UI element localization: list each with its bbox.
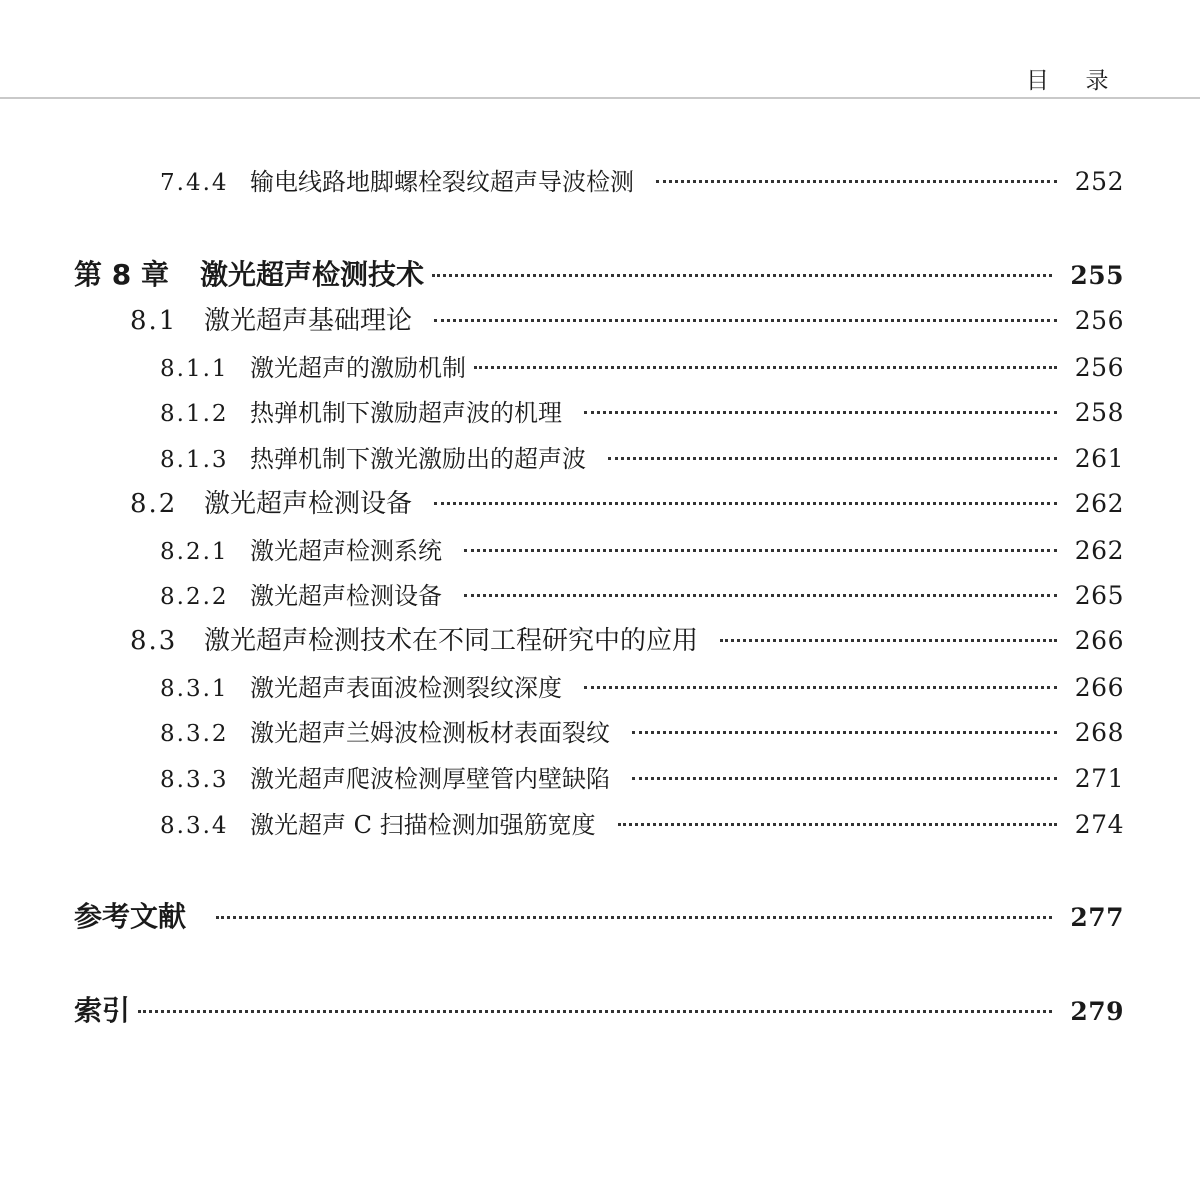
toc-entry-page: 262 [1074,536,1124,565]
dot-leader [608,457,1057,460]
section-number: 8.2 [130,489,178,519]
toc-entry-number: 8.1.1 [160,356,229,382]
toc-entry-title: 激光超声表面波检测裂纹深度 [250,674,562,702]
dot-leader [464,594,1057,597]
toc-entry[interactable] [0,576,1124,611]
toc-entry-number: 8.3.1 [160,676,229,702]
toc-entry-number: 7.4.4 [160,170,229,196]
toc-entry-page: 279 [1070,997,1124,1026]
dot-leader [432,274,1052,277]
toc-entry-number: 8.2.2 [160,584,229,610]
dot-leader [632,731,1057,734]
index-title: 索引 [74,994,131,1027]
dot-leader [584,686,1057,689]
toc-entry-page: 255 [1070,261,1124,290]
toc-entry-page: 266 [1074,673,1124,702]
toc-section-entry[interactable] [0,300,1124,337]
toc-entry-page: 256 [1074,353,1124,382]
toc-entry-title: 热弹机制下激光激励出的超声波 [250,445,586,473]
toc-entry-page: 262 [1074,489,1124,518]
running-head: 目 录 [1026,68,1109,94]
dot-leader [464,549,1057,552]
chapter-number: 第 8 章 [74,258,169,291]
toc-entry[interactable] [0,759,1124,794]
dot-leader [720,639,1057,642]
toc-entry-page: 271 [1074,764,1124,793]
dot-leader [138,1010,1052,1013]
toc-entry-title: 激光超声的激励机制 [250,354,466,382]
toc-section-entry[interactable] [0,620,1124,657]
header-rule [0,97,1200,99]
dot-leader [434,319,1057,322]
toc-entry-title: 激光超声检测设备 [250,582,442,610]
toc-entry[interactable] [0,348,1124,383]
toc-entry[interactable] [0,439,1124,474]
section-number: 8.1 [130,306,178,336]
toc-index-entry[interactable] [0,989,1124,1029]
section-number: 8.3 [130,626,178,656]
toc-chapter-entry[interactable] [0,253,1124,293]
toc-entry[interactable] [0,668,1124,703]
toc-entry-title: 激光超声爬波检测厚壁管内壁缺陷 [250,765,610,793]
toc-entry-page: 274 [1074,810,1124,839]
toc-entry-title: 输电线路地脚螺栓裂纹超声导波检测 [250,168,634,196]
toc-entry-page: 261 [1074,444,1124,473]
section-title: 激光超声基础理论 [204,306,413,336]
toc-entry-page: 268 [1074,718,1124,747]
toc-entry-page: 258 [1074,398,1124,427]
toc-references-entry[interactable] [0,895,1124,935]
toc-entry-page: 266 [1074,626,1124,655]
toc-entry-title: 激光超声兰姆波检测板材表面裂纹 [250,719,610,747]
dot-leader [584,411,1057,414]
toc-entry-page: 252 [1074,167,1124,196]
toc-section-entry[interactable] [0,483,1124,520]
dot-leader [434,502,1057,505]
toc-entry-page: 265 [1074,581,1124,610]
toc-entry-number: 8.3.3 [160,767,229,793]
toc-entry[interactable] [0,531,1124,566]
toc-entry-title: 激光超声 C 扫描检测加强筋宽度 [250,811,596,839]
toc-entry-number: 8.2.1 [160,539,229,565]
toc-entry[interactable] [0,162,1124,197]
toc-entry-page: 277 [1070,903,1124,932]
toc-entry-page: 256 [1074,306,1124,335]
section-title: 激光超声检测技术在不同工程研究中的应用 [204,626,699,656]
dot-leader [216,916,1052,919]
toc-entry[interactable] [0,393,1124,428]
toc-entry-number: 8.3.2 [160,721,229,747]
toc-entry-number: 8.1.3 [160,447,229,473]
toc-entry-number: 8.3.4 [160,813,229,839]
chapter-title: 激光超声检测技术 [200,258,425,291]
toc-entry-title: 激光超声检测系统 [250,537,442,565]
toc-entry[interactable] [0,713,1124,748]
toc-entry-title: 热弹机制下激励超声波的机理 [250,399,562,427]
dot-leader [656,180,1057,183]
dot-leader [474,366,1057,369]
toc-entry-number: 8.1.2 [160,401,229,427]
section-title: 激光超声检测设备 [204,489,413,519]
dot-leader [632,777,1057,780]
toc-entry[interactable] [0,805,1124,840]
dot-leader [618,823,1057,826]
references-title: 参考文献 [74,900,187,933]
